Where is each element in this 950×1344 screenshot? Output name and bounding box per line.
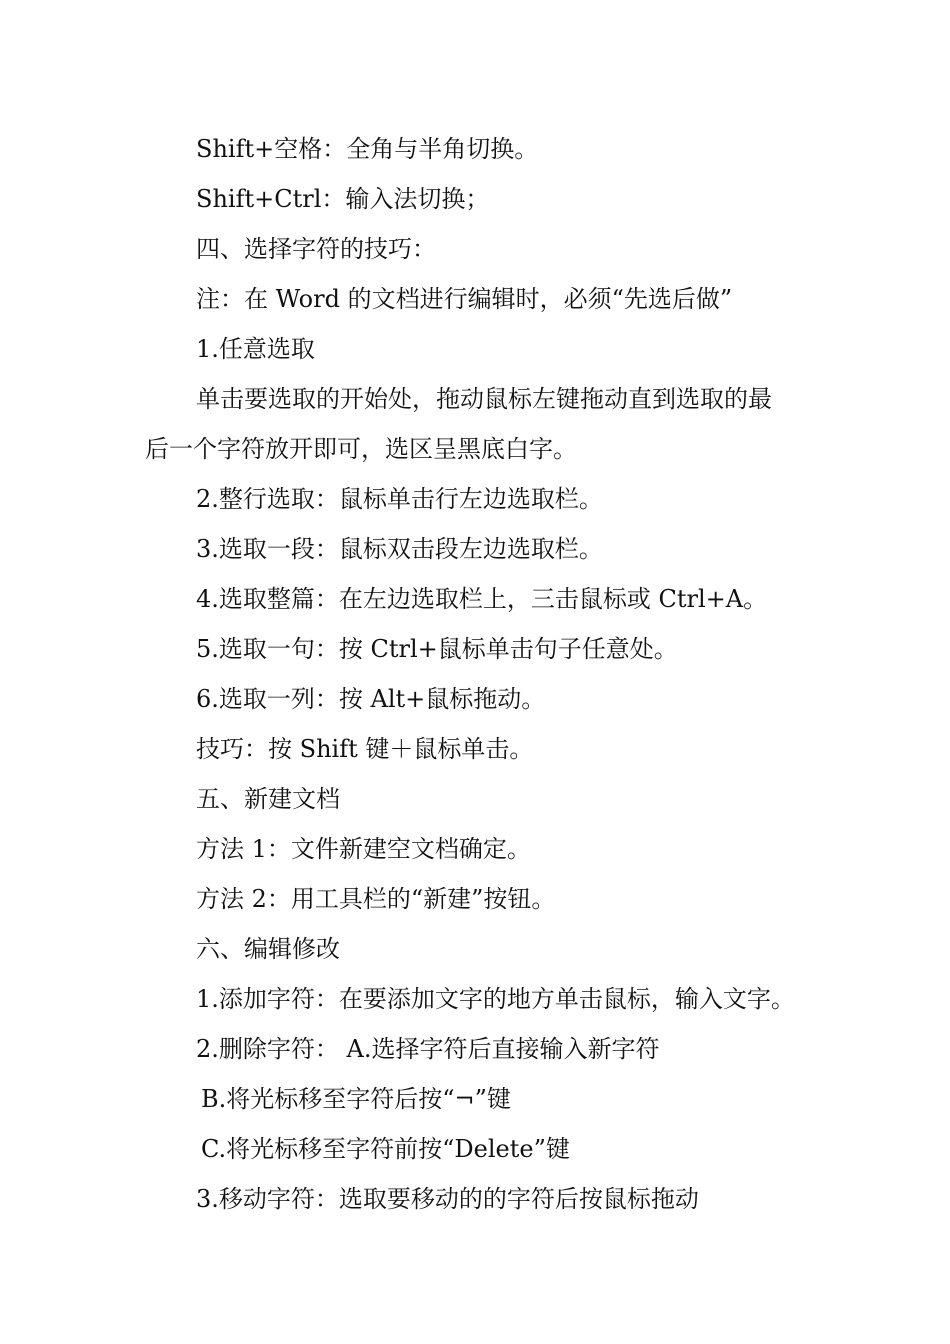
paragraph-line: 方法 2：用工具栏的“新建”按钮。	[196, 885, 556, 913]
list-item: 3.移动字符：选取要移动的的字符后按鼠标拖动	[196, 1185, 699, 1213]
list-item: 3.选取一段：鼠标双击段左边选取栏。	[196, 535, 603, 563]
list-item: 1.添加字符：在要添加文字的地方单击鼠标，输入文字。	[196, 985, 795, 1013]
list-item: 6.选取一列：按 Alt+鼠标拖动。	[196, 685, 546, 713]
section-heading: 五、新建文档	[196, 785, 340, 813]
section-heading: 四、选择字符的技巧：	[196, 235, 436, 263]
paragraph-line: 方法 1：文件新建空文档确定。	[196, 835, 531, 863]
paragraph-line: Shift+Ctrl：输入法切换；	[196, 185, 490, 213]
paragraph-line: 注：在 Word 的文档进行编辑时，必须“先选后做”	[196, 285, 733, 313]
sub-list-item: B.将光标移至字符后按“¬”键	[201, 1085, 511, 1113]
paragraph-line: 后一个字符放开即可，选区呈黑底白字。	[145, 435, 577, 463]
list-item: 2.整行选取：鼠标单击行左边选取栏。	[196, 485, 603, 513]
tip-line: 技巧：按 Shift 键＋鼠标单击。	[196, 735, 534, 763]
list-item: 2.删除字符： A.选择字符后直接输入新字符	[196, 1035, 660, 1063]
paragraph-line: 单击要选取的开始处，拖动鼠标左键拖动直到选取的最	[196, 385, 772, 413]
paragraph-line: Shift+空格：全角与半角切换。	[196, 135, 539, 163]
list-item: 4.选取整篇：在左边选取栏上，三击鼠标或 Ctrl+A。	[196, 585, 768, 613]
sub-list-item: C.将光标移至字符前按“Delete”键	[201, 1135, 570, 1163]
list-item: 5.选取一句：按 Ctrl+鼠标单击句子任意处。	[196, 635, 678, 663]
section-heading: 六、编辑修改	[196, 935, 340, 963]
subheading: 1.任意选取	[196, 335, 315, 363]
